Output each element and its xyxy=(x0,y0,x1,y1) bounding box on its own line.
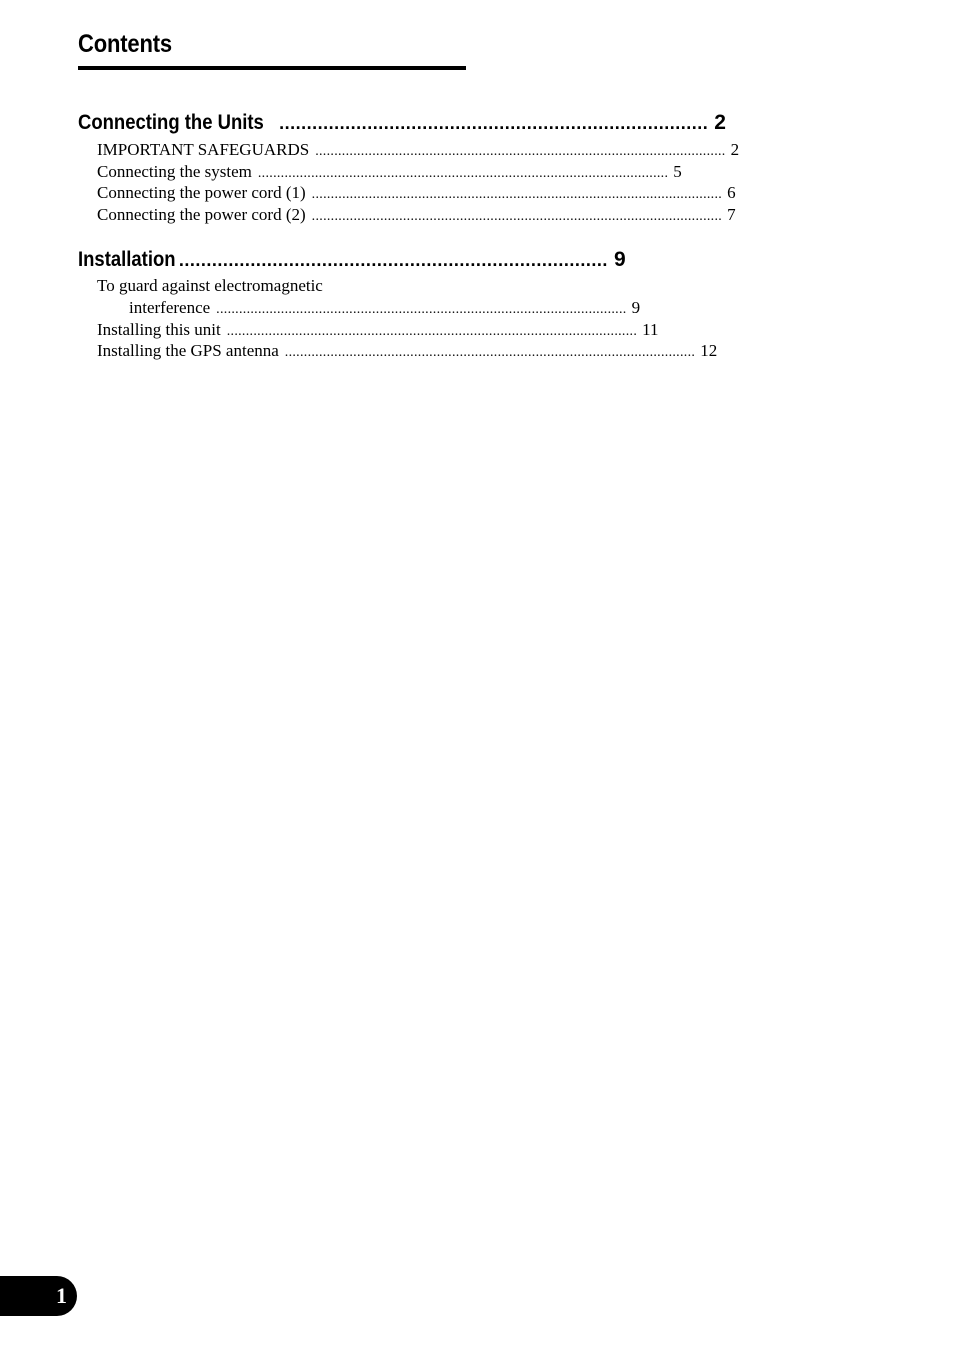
toc-entry-label: Connecting the power cord (1) xyxy=(97,183,306,202)
toc-section-installation[interactable] xyxy=(78,248,626,276)
dot-leader: ............................................................................................................ xyxy=(311,209,723,224)
toc-entry-label: Connecting the power cord (2) xyxy=(97,205,306,224)
toc-entry-label: Connecting the system xyxy=(97,162,252,181)
dot-leader: ............................................................................................................ xyxy=(311,187,723,202)
page-title: Contents xyxy=(78,30,172,58)
toc-entry-label-line1[interactable]: To guard against electromagnetic xyxy=(97,276,323,295)
toc-entry-connecting-system[interactable] xyxy=(97,162,682,184)
dot-leader: .............................................................................. xyxy=(279,113,709,133)
toc-section-title: Installation xyxy=(78,248,176,271)
toc-page-number: 7 xyxy=(727,205,736,224)
toc-page-number: 11 xyxy=(642,320,659,339)
page-number: 1 xyxy=(56,1283,67,1308)
toc-page-number: 2 xyxy=(730,140,740,159)
toc-entry-label: Installing the GPS antenna xyxy=(97,341,279,360)
dot-leader: ............................................................................................................ xyxy=(216,302,627,317)
toc-section-title: Connecting the Units xyxy=(78,111,264,134)
toc-page-number: 9 xyxy=(631,298,641,317)
toc-entry-gps-antenna[interactable] xyxy=(97,341,718,363)
toc-page-number: 12 xyxy=(700,341,718,360)
toc-entry-label: interference xyxy=(129,298,211,317)
toc-section-connecting-units[interactable] xyxy=(78,111,726,139)
toc-entry-label: Installing this unit xyxy=(97,320,221,339)
page-number-badge xyxy=(0,1276,77,1316)
dot-leader: ............................................................................................................ xyxy=(226,324,638,339)
dot-leader: .............................................................................. xyxy=(178,250,608,270)
toc-page-number: 9 xyxy=(613,248,626,271)
toc-entry-important-safeguards[interactable] xyxy=(97,140,740,162)
toc-entry-power-cord-2[interactable] xyxy=(97,205,736,227)
dot-leader: ............................................................................................................ xyxy=(315,144,726,159)
title-rule xyxy=(78,66,466,70)
dot-leader: ............................................................................................................ xyxy=(284,345,696,360)
toc-entry-power-cord-1[interactable] xyxy=(97,183,736,205)
toc-page-number: 6 xyxy=(727,183,736,202)
toc-entry-electromagnetic-interference[interactable] xyxy=(129,298,641,320)
toc-entry-label: IMPORTANT SAFEGUARDS xyxy=(97,140,310,159)
toc-entry-installing-unit[interactable] xyxy=(97,320,659,342)
toc-page-number: 2 xyxy=(714,111,726,134)
toc-page-number: 5 xyxy=(673,162,682,181)
dot-leader: ............................................................................................................ xyxy=(257,166,669,181)
